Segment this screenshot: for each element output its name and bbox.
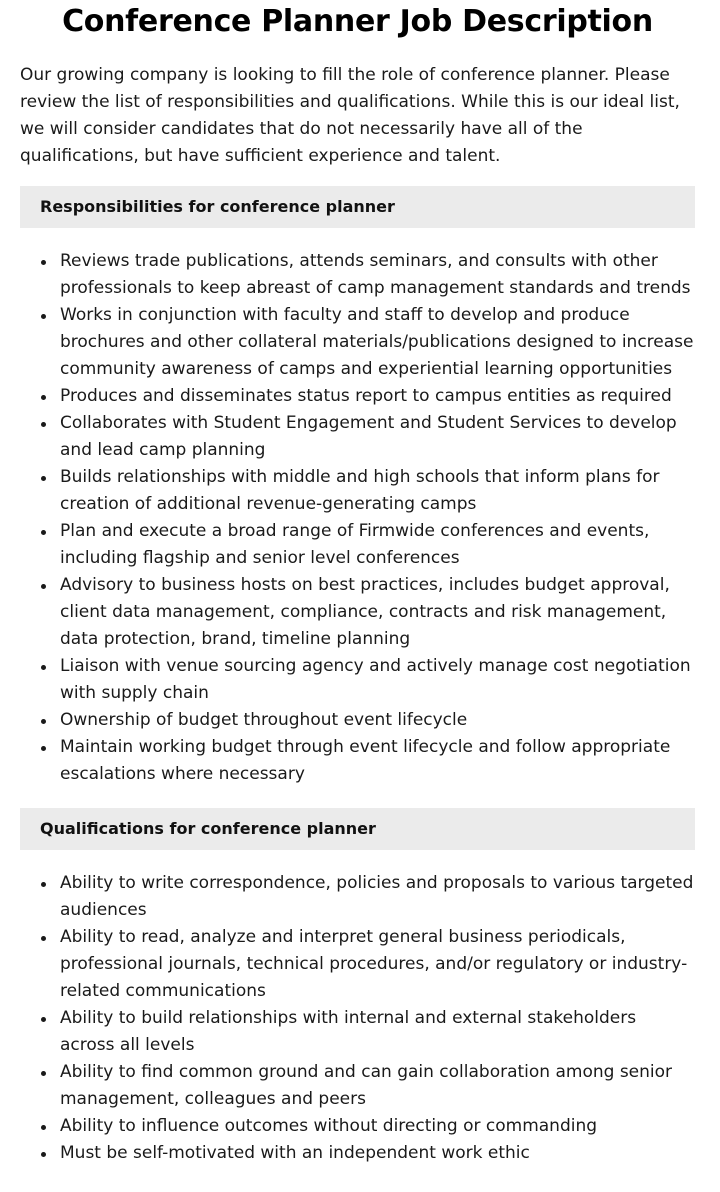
list-item [60,707,695,734]
list-item [60,734,695,788]
list-item-text: Maintain working budget through event lifecycle and follow appropriate escalations where necessary [60,737,671,784]
bullet-icon [41,314,46,319]
list-item-text: Liaison with venue sourcing agency and actively manage cost negotiation with supply chain [60,656,691,703]
bullet-icon [41,719,46,724]
list-item-text: Must be self-motivated with an independent work ethic [60,1143,530,1163]
list-item-text: Ability to write correspondence, policies and proposals to various targeted audiences [60,873,694,920]
list-item-text: Advisory to business hosts on best practices, includes budget approval, client data management, compliance, contracts and risk management, data protection, brand, timeline planning [60,575,670,649]
list-item-text: Produces and disseminates status report to campus entities as required [60,386,672,406]
bullet-icon [41,584,46,589]
list-item-text: Ownership of budget throughout event lifecycle [60,710,468,730]
responsibilities-list [20,248,695,788]
qualifications-list [20,870,695,1167]
list-item [60,464,695,518]
bullet-icon [41,422,46,427]
list-item [60,410,695,464]
bullet-icon [41,1152,46,1157]
bullet-icon [41,530,46,535]
bullet-icon [41,936,46,941]
list-item-text: Ability to build relationships with internal and external stakeholders across all levels [60,1008,637,1055]
list-item-text: Ability to read, analyze and interpret general business periodicals, professional journals, technical procedures, and/or regulatory or industry-related communications [60,927,688,1001]
list-item-text: Builds relationships with middle and high schools that inform plans for creation of additional revenue-generating camps [60,467,660,514]
list-item-text: Works in conjunction with faculty and staff to develop and produce brochures and other collateral materials/publications designed to increase community awareness of camps and experiential learning opportunities [60,305,694,379]
list-item [60,653,695,707]
bullet-icon [41,1071,46,1076]
bullet-icon [41,665,46,670]
bullet-icon [41,476,46,481]
list-item [60,1113,695,1140]
list-item [60,518,695,572]
page-title: Conference Planner Job Description [62,4,653,39]
bullet-icon [41,746,46,751]
list-item [60,572,695,653]
list-item-text: Collaborates with Student Engagement and Student Services to develop and lead camp planning [60,413,677,460]
intro-paragraph: Our growing company is looking to fill the role of conference planner. Please review the list of responsibilities and qualifications. While this is our ideal list, we will consider candidates that do not necessarily have all of the qualifications, but have sufficient experience and talent. [20,65,680,166]
bullet-icon [41,260,46,265]
list-item-text: Ability to find common ground and can gain collaboration among senior management, colleagues and peers [60,1062,673,1109]
bullet-icon [41,395,46,400]
list-item-text: Ability to influence outcomes without directing or commanding [60,1116,598,1136]
list-item [60,383,695,410]
list-item [60,924,695,1005]
list-item [60,870,695,924]
list-item [60,1005,695,1059]
list-item [60,1140,695,1167]
list-item-text: Plan and execute a broad range of Firmwide conferences and events, including flagship and senior level conferences [60,521,650,568]
responsibilities-heading: Responsibilities for conference planner [20,186,695,228]
list-item [60,302,695,383]
qualifications-heading: Qualifications for conference planner [20,808,695,850]
bullet-icon [41,1125,46,1130]
bullet-icon [41,1017,46,1022]
list-item-text: Reviews trade publications, attends seminars, and consults with other professionals to keep abreast of camp management standards and trends [60,251,691,298]
list-item [60,1059,695,1113]
bullet-icon [41,882,46,887]
list-item [60,248,695,302]
